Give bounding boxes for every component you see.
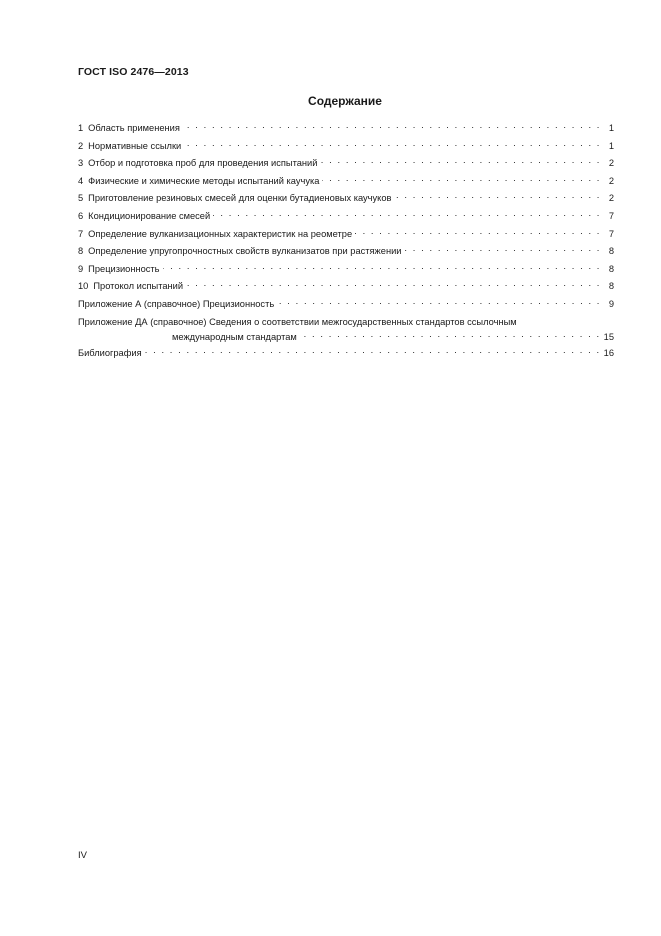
toc-entry-page: 1 [608,140,614,151]
toc-entry-page: 8 [608,246,614,257]
toc-entry-4[interactable] [78,173,614,191]
toc-leader-dots [404,246,601,258]
toc-entry-label: Приложение ДА (справочное) Сведения о соответствии межгосударственных стандартов ссылочным [78,316,517,327]
toc-entry-label: Нормативные ссылки [88,140,182,151]
toc-entry-number: 10 [78,281,89,292]
toc-title: Содержание [308,94,382,108]
toc-entry-bibliography[interactable] [78,345,614,363]
toc-entry-label: Кондиционирование смесей [88,210,211,221]
toc-entry-page: 2 [608,175,614,186]
toc-entry-page: 2 [608,158,614,169]
toc-entry-annex-a[interactable] [78,296,614,314]
toc-leader-dots [322,175,601,187]
toc-entry-annex-da-continuation[interactable] [78,329,614,345]
toc-entry-label: Определение вулканизационных характеристик на реометре [88,228,353,239]
toc-entry-label: Отбор и подготовка проб для проведения испытаний [88,158,318,169]
toc-entry-7[interactable] [78,226,614,244]
toc-leader-dots [394,193,601,205]
table-of-contents [78,120,614,362]
toc-leader-dots [145,347,601,359]
toc-entry-page: 7 [608,210,614,221]
toc-entry-label: международным стандартам [172,331,297,342]
toc-entry-9[interactable] [78,261,614,279]
toc-entry-label: Приготовление резиновых смесей для оценки бутадиеновых каучуков [88,193,392,204]
toc-entry-5[interactable] [78,190,614,208]
toc-entry-page: 9 [608,298,614,309]
toc-entry-number: 3 [78,158,84,169]
page-number: IV [78,850,87,861]
toc-entry-number: 9 [78,263,84,274]
toc-entry-number: 5 [78,193,84,204]
toc-entry-label: Физические и химические методы испытаний каучука [88,175,320,186]
toc-leader-dots [213,211,601,223]
toc-entry-2[interactable] [78,138,614,156]
toc-entry-8[interactable] [78,243,614,261]
toc-entry-label: Определение упругопрочностных свойств вулканизатов при растяжении [88,246,402,257]
toc-entry-3[interactable] [78,155,614,173]
toc-leader-dots [320,158,601,170]
toc-leader-dots [186,281,601,293]
toc-leader-dots [277,299,601,311]
toc-entry-annex-da[interactable] [78,315,614,329]
toc-leader-dots [163,263,601,275]
toc-entry-page: 1 [608,123,614,133]
document-code: ГОСТ ISO 2476—2013 [78,66,189,78]
toc-entry-number: 7 [78,228,84,239]
toc-entry-label: Область применения [88,123,180,133]
toc-entry-page: 7 [608,228,614,239]
toc-entry-label: Протокол испытаний [93,281,184,292]
toc-entry-number: 1 [78,123,84,133]
toc-entry-page: 15 [603,331,614,342]
toc-entry-label: Приложение А (справочное) Прецизионность [78,298,275,309]
toc-entry-number: 8 [78,246,84,257]
toc-entry-10[interactable] [78,278,614,296]
toc-entry-number: 4 [78,175,84,186]
toc-leader-dots [355,228,601,240]
toc-entry-page: 8 [608,263,614,274]
toc-leader-dots [300,330,601,342]
toc-leader-dots [184,140,601,152]
toc-entry-label: Библиография [78,347,142,358]
toc-leader-dots [183,123,601,135]
toc-entry-6[interactable] [78,208,614,226]
toc-entry-1[interactable] [78,120,614,138]
toc-entry-label: Прецизионность [88,263,160,274]
toc-entry-number: 6 [78,210,84,221]
toc-entry-number: 2 [78,140,84,151]
toc-entry-page: 16 [603,347,614,358]
toc-entry-page: 8 [608,281,614,292]
toc-entry-page: 2 [608,193,614,204]
